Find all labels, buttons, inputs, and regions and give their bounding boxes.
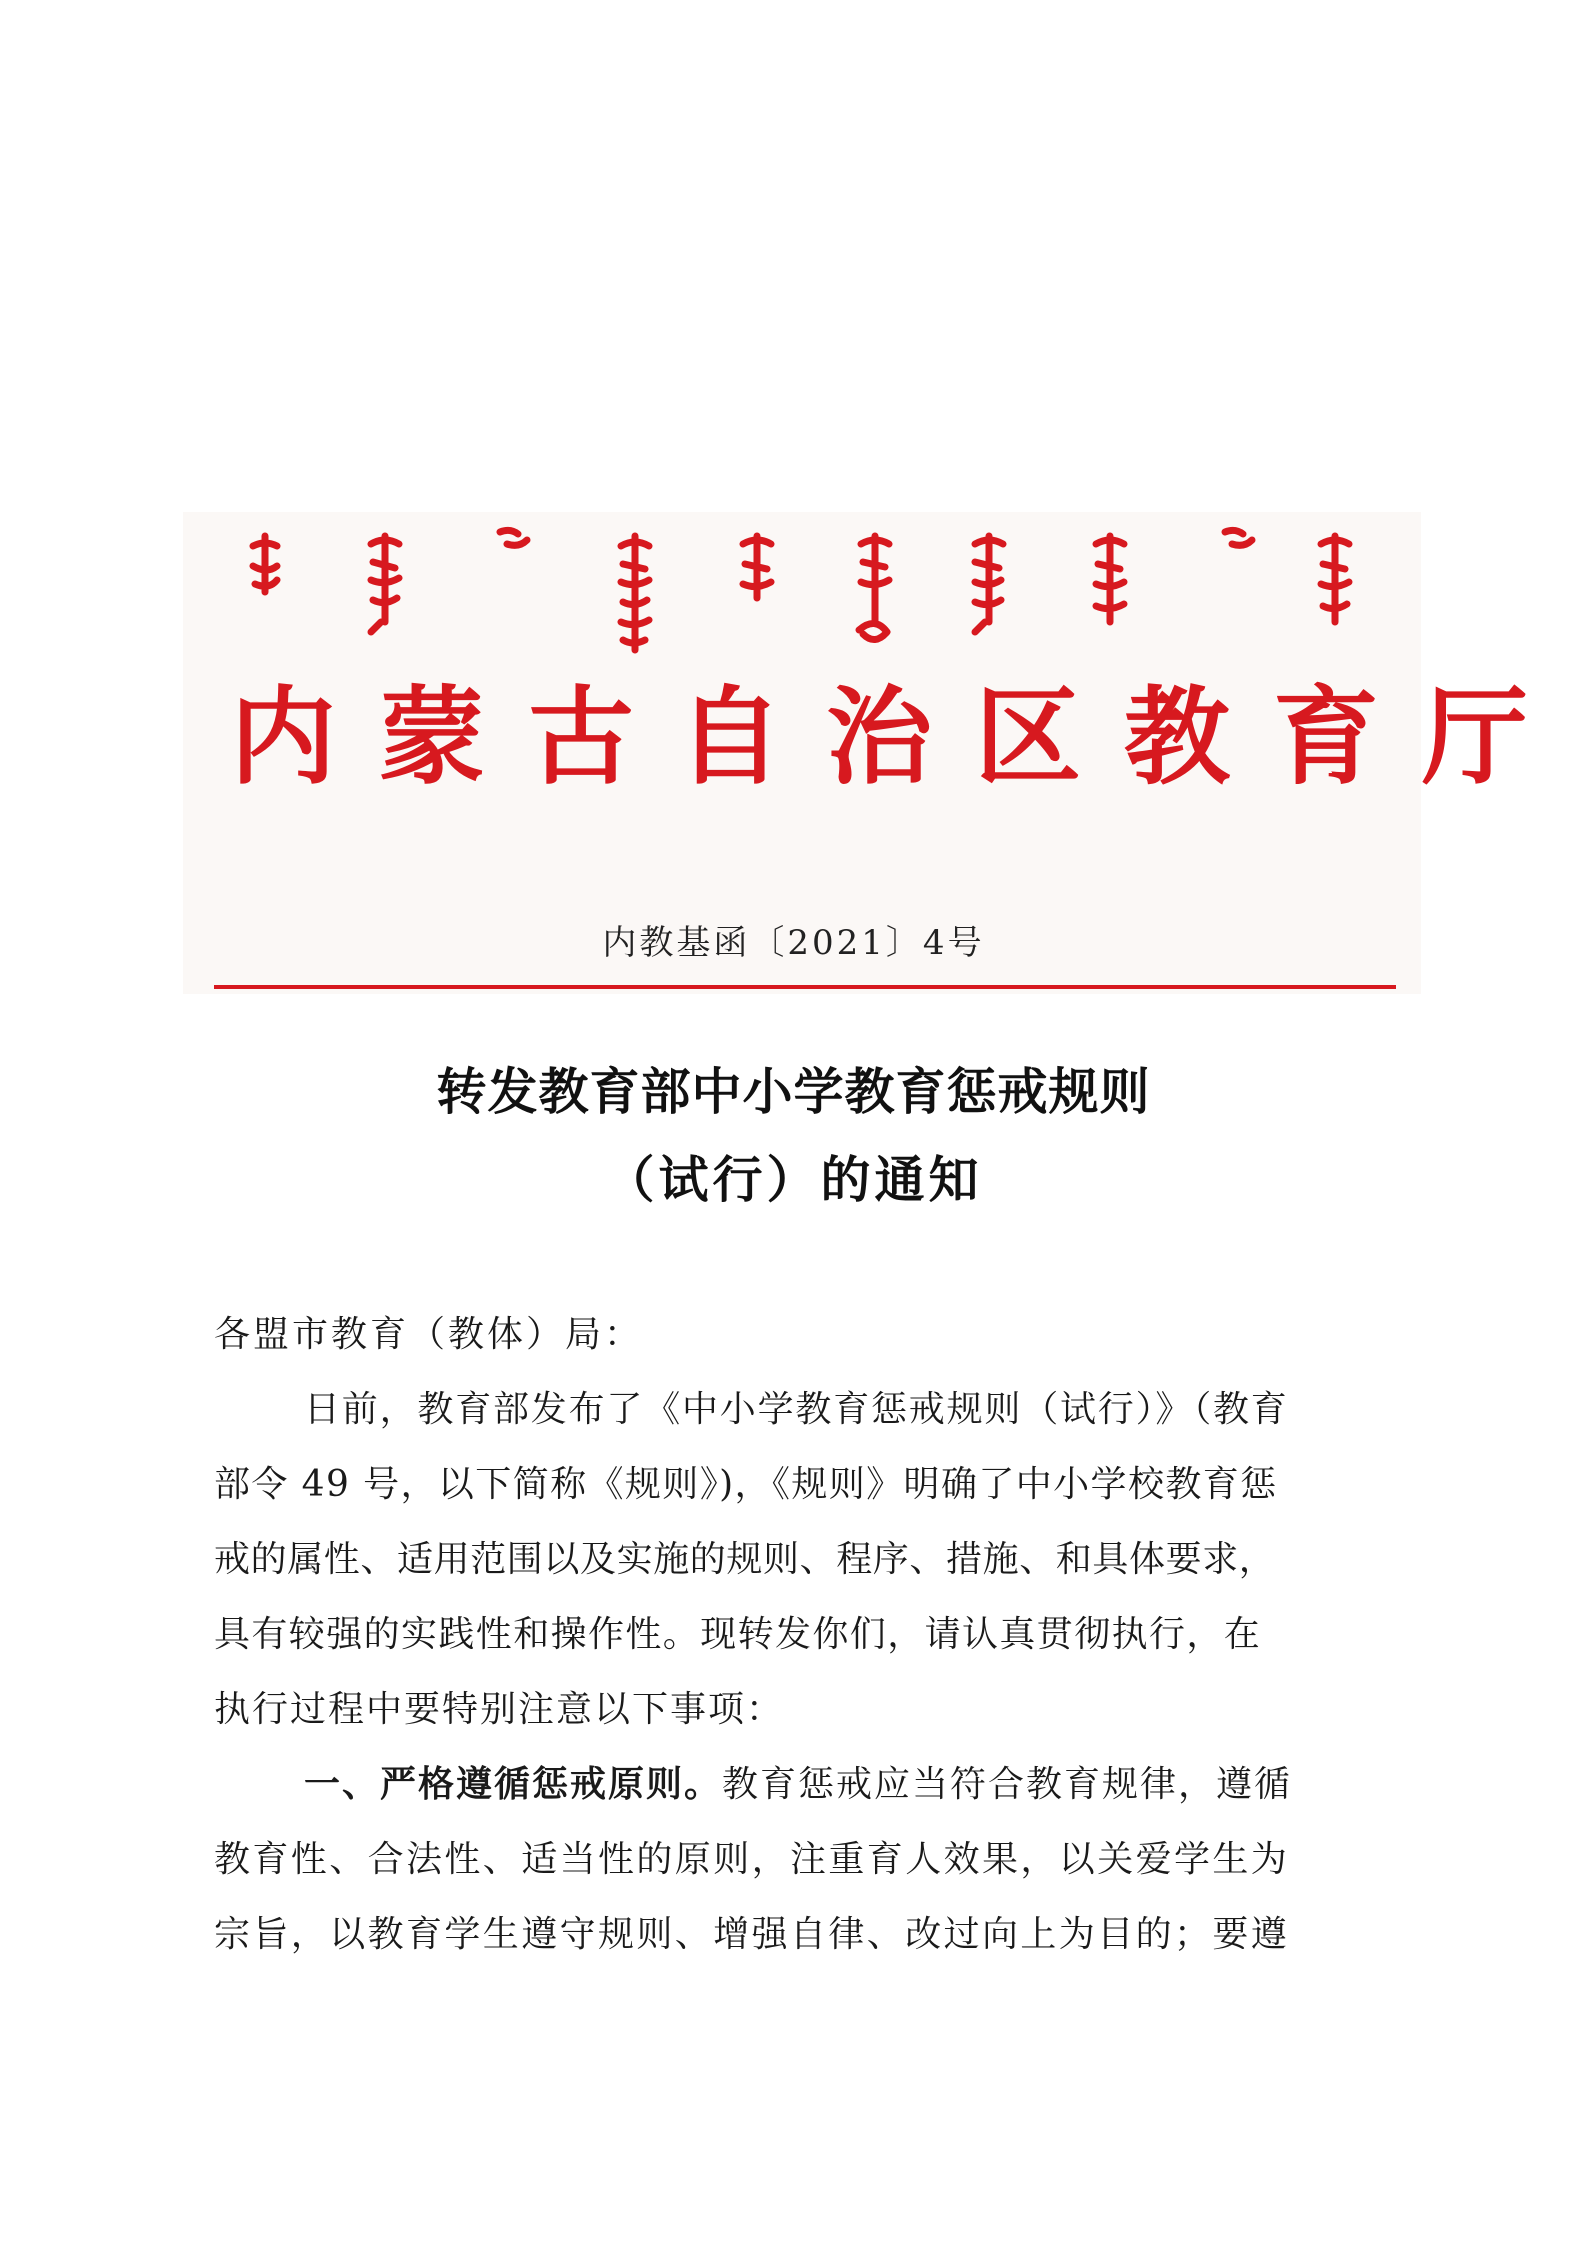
organization-name: 内蒙古自治区教育厅	[230, 674, 1571, 799]
paragraph-2-line-1	[304, 1760, 1292, 1810]
paragraph-2-line-3: 宗旨，以教育学生遵守规则、增强自律、改过向上为目的；要遵	[214, 1914, 1290, 1955]
red-divider-line	[214, 985, 1396, 989]
paragraph-1-line-2: 部令 49 号，以下简称《规则》)，《规则》明确了中小学校教育惩	[214, 1464, 1278, 1505]
document-number: 内教基函〔2021〕4号	[602, 923, 985, 963]
mongolian-script-logo	[245, 522, 1355, 658]
addressee: 各盟市教育（教体）局：	[214, 1314, 644, 1355]
paragraph-1-line-4: 具有较强的实践性和操作性。现转发你们，请认真贯彻执行，在	[214, 1614, 1262, 1655]
paragraph-1-line-3: 戒的属性、适用范围以及实施的规则、程序、措施、和具体要求，	[214, 1539, 1276, 1580]
paragraph-1-line-1: 日前，教育部发布了《中小学教育惩戒规则（试行）》（教育	[304, 1389, 1289, 1430]
paragraph-2-line-1-text: 教育惩戒应当符合教育规律，遵循	[722, 1764, 1293, 1805]
section-heading: 一、严格遵循惩戒原则。	[304, 1764, 723, 1805]
paragraph-1-line-5: 执行过程中要特别注意以下事项：	[214, 1689, 785, 1730]
paragraph-2-line-2: 教育性、合法性、适当性的原则，注重育人效果，以关爱学生为	[214, 1839, 1290, 1880]
document-title-line-1: 转发教育部中小学教育惩戒规则	[436, 1063, 1151, 1121]
document-title-line-2: （试行）的通知	[604, 1151, 983, 1209]
